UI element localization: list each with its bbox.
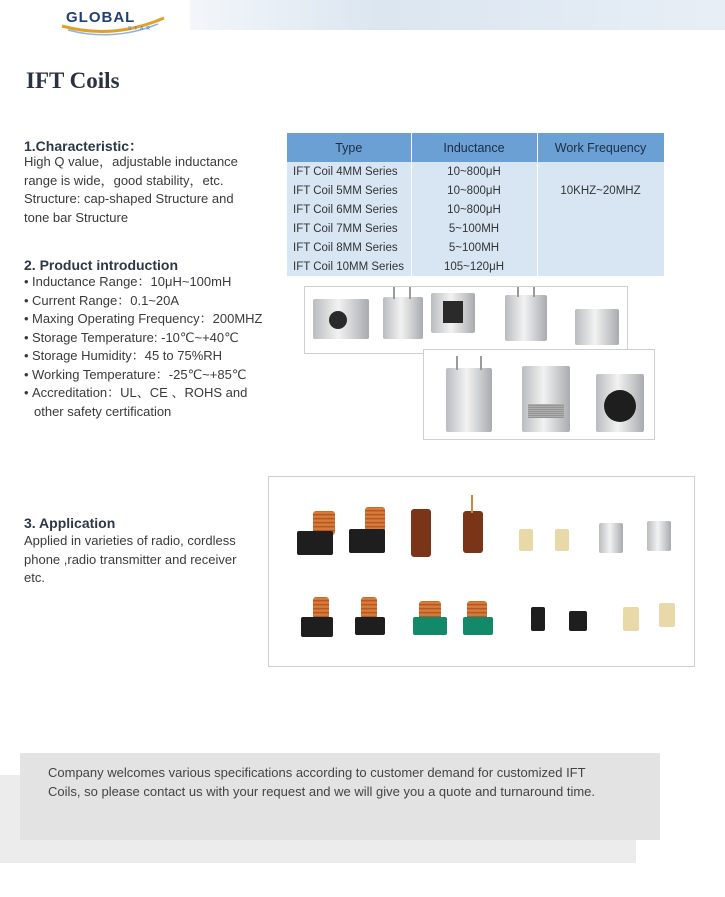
product-heading: 2. Product introduction xyxy=(24,257,178,273)
ift-coil-image xyxy=(446,368,492,432)
list-item: • Working Temperature：-25℃~+85℃ xyxy=(24,366,247,382)
column-header-frequency: Work Frequency xyxy=(537,133,664,162)
coil-image xyxy=(463,617,493,635)
characteristic-line: tone bar Structure xyxy=(24,209,129,225)
characteristic-line: Structure: cap-shaped Structure and xyxy=(24,191,234,206)
coil-image xyxy=(413,617,447,635)
product-photo-1 xyxy=(304,286,628,354)
logo-subtext: STAR xyxy=(128,26,153,32)
logo-text: GLOBAL xyxy=(66,9,136,26)
coil-image xyxy=(411,509,431,557)
cell-inductance: 105~120μH xyxy=(411,257,537,276)
coil-image xyxy=(519,529,533,551)
page-title: IFT Coils xyxy=(26,68,120,93)
column-header-type: Type xyxy=(287,133,411,162)
cell-type: IFT Coil 6MM Series xyxy=(287,200,411,219)
coil-image xyxy=(463,511,483,553)
cell-type: IFT Coil 8MM Series xyxy=(287,238,411,257)
application-text xyxy=(24,532,236,588)
application-line: phone ,radio transmitter and receiver xyxy=(24,551,237,567)
characteristic-line: High Q value，adjustable inductance xyxy=(24,154,238,169)
cell-type: IFT Coil 4MM Series xyxy=(287,162,411,181)
coil-image xyxy=(531,607,545,631)
characteristic-heading: 1.Characteristic： xyxy=(24,138,144,154)
footer-line: Coils, so please contact us with your request and we will give you a quote and turnaround time. xyxy=(48,783,596,799)
application-photo xyxy=(268,476,695,667)
spec-table xyxy=(287,133,665,276)
coil-image xyxy=(555,529,569,551)
application-heading: 3. Application xyxy=(24,515,116,531)
cell-inductance: 10~800μH xyxy=(411,181,537,200)
list-item: • Maxing Operating Frequency：200MHZ xyxy=(24,311,263,326)
coil-image xyxy=(297,531,333,555)
coil-image xyxy=(647,521,671,551)
ift-coil-image xyxy=(596,374,644,432)
cell-type: IFT Coil 5MM Series xyxy=(287,181,411,200)
cell-inductance: 10~800μH xyxy=(411,162,537,181)
cell-inductance: 10~800μH xyxy=(411,200,537,219)
list-item: • Accreditation：UL、CE 、ROHS and other safety certification xyxy=(24,384,274,421)
list-item: • Storage Humidity：45 to 75%RH xyxy=(24,348,223,363)
footer-text xyxy=(48,764,638,801)
ift-coil-image xyxy=(431,293,475,333)
cell-type: IFT Coil 7MM Series xyxy=(287,219,411,238)
coil-image xyxy=(355,617,385,635)
ift-coil-image xyxy=(575,309,619,345)
cell-frequency-empty xyxy=(537,219,664,276)
product-photo-2 xyxy=(423,349,655,440)
coil-image xyxy=(313,597,329,619)
footer-line: Company welcomes various specifications according to customer demand for customized IFT xyxy=(48,765,586,780)
application-line: etc. xyxy=(24,570,45,585)
cell-type: IFT Coil 10MM Series xyxy=(287,257,411,276)
ift-coil-image xyxy=(522,366,570,432)
column-header-inductance: Inductance xyxy=(411,133,537,162)
characteristic-text xyxy=(24,153,238,227)
coil-image xyxy=(599,523,623,553)
list-item-continuation: other safety certification xyxy=(34,403,172,419)
table-header-row xyxy=(287,133,664,162)
coil-image xyxy=(361,597,377,619)
table-row xyxy=(287,219,664,238)
coil-image xyxy=(659,603,675,627)
application-line: Applied in varieties of radio, cordless xyxy=(24,533,236,548)
characteristic-line: range is wide，good stability，etc. xyxy=(24,172,224,188)
list-item: • Current Range：0.1~20A xyxy=(24,292,180,308)
ift-coil-image xyxy=(383,297,423,339)
product-specs-list xyxy=(24,273,274,421)
ift-coil-image xyxy=(313,299,369,339)
cell-frequency: 10KHZ~20MHZ xyxy=(537,162,664,219)
coil-image xyxy=(349,529,385,553)
list-item: • Storage Temperature: -10℃~+40℃ xyxy=(24,329,239,345)
cell-inductance: 5~100MH xyxy=(411,238,537,257)
list-item: • Inductance Range：10μH~100mH xyxy=(24,274,232,289)
coil-image xyxy=(301,617,333,637)
cell-inductance: 5~100MH xyxy=(411,219,537,238)
ift-coil-image xyxy=(505,295,547,341)
company-logo xyxy=(58,4,168,38)
table-row xyxy=(287,162,664,181)
coil-image xyxy=(623,607,639,631)
coil-image xyxy=(569,611,587,631)
header-band xyxy=(190,0,725,30)
